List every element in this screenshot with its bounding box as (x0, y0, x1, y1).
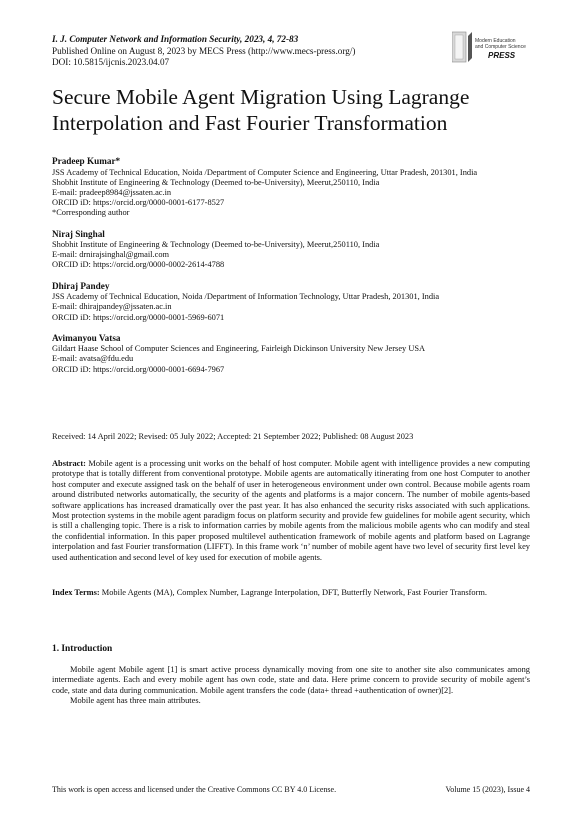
author-email: E-mail: drnirajsinghal@gmail.com (52, 250, 170, 260)
index-terms-text: Mobile Agents (MA), Complex Number, Lagrange Interpolation, DFT, Butterfly Network, Fast Fourier Transform. (99, 588, 487, 597)
author-email: E-mail: pradeep8984@jssaten.ac.in (52, 187, 172, 197)
author-affiliation: JSS Academy of Technical Education, Noida /Department of Information Technology, Uttar Pradesh, 201301, India (52, 292, 440, 302)
author-email: E-mail: dhirajpandey@jssaten.ac.in (52, 302, 172, 312)
author-list (52, 156, 530, 385)
author-name: Pradeep Kumar* (52, 156, 121, 166)
journal-header (52, 34, 472, 69)
abstract (52, 459, 530, 563)
index-terms (52, 588, 530, 598)
author-name: Avimanyou Vatsa (52, 332, 121, 343)
author-affiliation: JSS Academy of Technical Education, Noida /Department of Computer Science and Engineering, Uttar Pradesh, 201301, India (52, 167, 478, 177)
journal-ref: , 2023, 4, 72-83 (240, 34, 299, 44)
corresponding-note: *Corresponding author (52, 208, 130, 218)
intro-paragraph-2: Mobile agent has three main attributes. (70, 696, 201, 706)
author-affiliation: Shobhit Institute of Engineering & Technology (Deemed to-be-University), Meerut,250110, India (52, 240, 380, 250)
journal-citation (52, 34, 472, 46)
author-orcid: ORCID iD: https://orcid.org/0000-0002-2614-4788 (52, 260, 225, 270)
journal-name: I. J. Computer Network and Information Security (52, 34, 241, 44)
author-name: Niraj Singhal (52, 228, 105, 239)
section-heading: 1. Introduction (52, 644, 113, 654)
author-affiliation: Gildart Haase School of Computer Sciences and Engineering, Fairleigh Dickinson University New Jersey USA (52, 344, 426, 354)
author-orcid: ORCID iD: https://orcid.org/0000-0001-5969-6071 (52, 312, 225, 322)
author-block-2 (52, 229, 530, 271)
mecs-press-logo (452, 28, 532, 66)
introduction-body (52, 665, 530, 707)
author-email: E-mail: avatsa@fdu.edu (52, 354, 134, 364)
license-footer: This work is open access and licensed under the Creative Commons CC BY 4.0 License. (52, 785, 337, 794)
author-orcid: ORCID iD: https://orcid.org/0000-0001-6177-8527 (52, 198, 225, 208)
index-terms-label: Index Terms: (52, 588, 100, 597)
published-line: Published Online on August 8, 2023 by MECS Press (http://www.mecs-press.org/) (52, 45, 356, 56)
doi-line: DOI: 10.5815/ijcnis.2023.04.07 (52, 57, 170, 67)
author-affiliation: Shobhit Institute of Engineering & Technology (Deemed to-be-University), Meerut,250110, India (52, 177, 380, 187)
abstract-label: Abstract: (52, 459, 86, 468)
author-name: Dhiraj Pandey (52, 280, 110, 291)
author-block-3 (52, 281, 530, 323)
publication-dates: Received: 14 April 2022; Revised: 05 July 2022; Accepted: 21 September 2022; Published: 08 August 2023 (52, 432, 414, 441)
logo-press: PRESS (488, 51, 516, 60)
logo-line1: Modern Education (475, 38, 516, 44)
author-block-4 (52, 333, 530, 375)
volume-footer: Volume 15 (2023), Issue 4 (445, 785, 530, 794)
author-block-1 (52, 156, 530, 219)
logo-line2: and Computer Science (475, 44, 526, 50)
abstract-text: Mobile agent is a processing unit works on the behalf of host computer. Mobile agent with intelligence provides a new computing prototype that is totally different from conventional prototype. Mobile agents are automatically itinerating from one host Computer to another host computer and execute assigned task on the behalf of user in heterogeneous environment under own control. Because mobile agents roam around distributed networks automatically, the security of the agents and platforms is a major concern. The number of mobile agents-based software applications has increased dramatically over the past year. It has also enhanced the security risks associated with such applications. Most protection systems in the mobile agent paradigm focus on platform security and provide few guidelines for mobile agent security, which is still a challenging topic. There is a risk to information carries by mobile agents from the malicious mobile agents who can modify and steal the confidential information. In this paper proposed multilevel authentication framework of mobile agents and platform based on Lagrange interpolation and fast Fourier transformation (LIFFT). In this frame work ‘n’ number of mobile agent have two level of security first level key used authentication and second level of key used for execution of mobile agents. (52, 459, 530, 562)
author-orcid: ORCID iD: https://orcid.org/0000-0001-6694-7967 (52, 364, 225, 374)
paper-title: Secure Mobile Agent Migration Using Lagrange Interpolation and Fast Fourier Transformation (52, 85, 470, 135)
intro-paragraph-1: Mobile agent Mobile agent [1] is smart active process dynamically moving from one site to another site also communicates among intermediate agents. Each and every mobile agent has own code, state and data. Here prime concern to provide security of mobile agent’s code, state and data during communication. Mobile agent transfers the code (data+ thread +authentication of owner)[2]. (52, 665, 530, 695)
